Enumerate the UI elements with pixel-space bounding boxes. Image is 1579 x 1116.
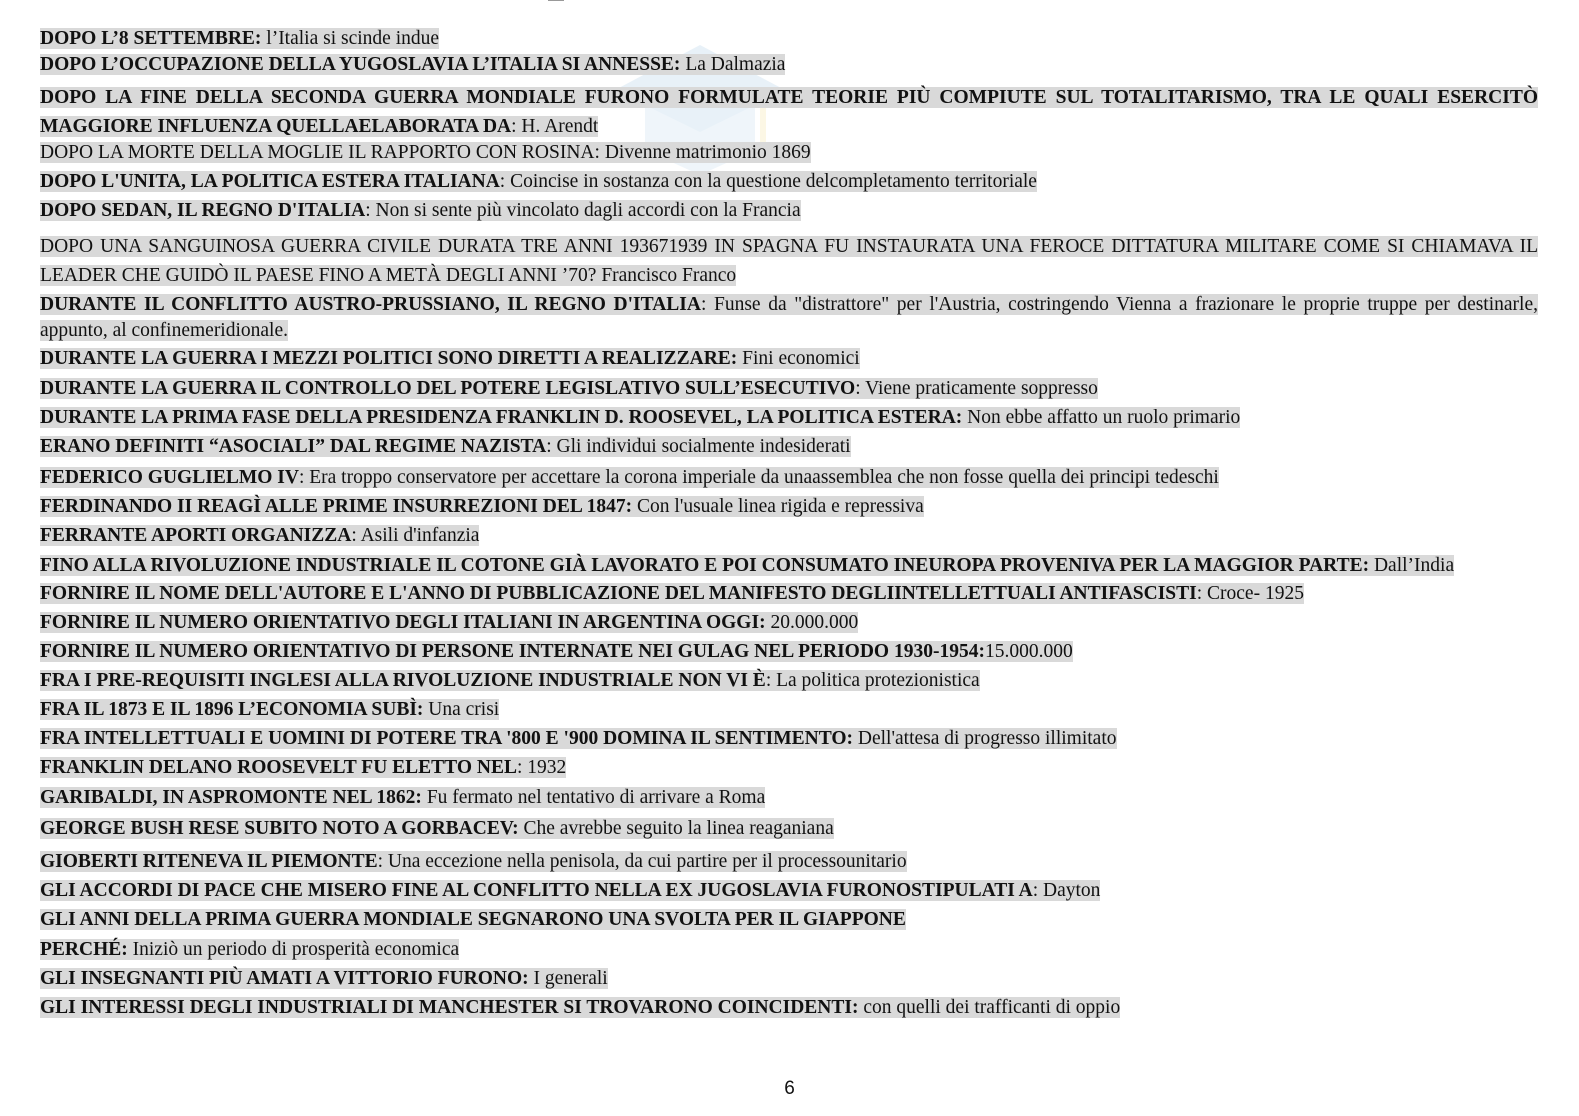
page-number: 6 [784, 1078, 795, 1099]
qa-list [40, 28, 1538, 1019]
entry-29: PERCHÉ: Iniziò un periodo di prosperità economica [40, 939, 460, 960]
entry-14: FERDINANDO II REAGÌ ALLE PRIME INSURREZIONI DEL 1847: Con l'usuale linea rigida e repressiva [40, 496, 924, 517]
entry-22: FRA INTELLETTUALI E UOMINI DI POTERE TRA '800 E '900 DOMINA IL SENTIMENTO: Dell'attesa di progresso illimitato [40, 728, 1117, 749]
entry-9: DURANTE LA GUERRA I MEZZI POLITICI SONO DIRETTI A REALIZZARE: Fini economici [40, 348, 860, 369]
entry-10: DURANTE LA GUERRA IL CONTROLLO DEL POTERE LEGISLATIVO SULL’ESECUTIVO: Viene praticamente soppresso [40, 378, 1098, 399]
entry-23: FRANKLIN DELANO ROOSEVELT FU ELETTO NEL: 1932 [40, 757, 567, 778]
entry-7: DOPO UNA SANGUINOSA GUERRA CIVILE DURATA TRE ANNI 193671939 IN SPAGNA FU INSTAURATA UNA FEROCE DITTATURA MILITARE COME SI CHIAMAVA IL LEADER CHE GUIDÒ IL PAESE FINO A METÀ DEGLI ANNI ’70? Francisco Franco [40, 236, 1538, 286]
entry-13: FEDERICO GUGLIELMO IV: Era troppo conservatore per accettare la corona imperiale da unaassemblea che non fosse quella dei principi tedeschi [40, 467, 1219, 488]
entry-11: DURANTE LA PRIMA FASE DELLA PRESIDENZA FRANKLIN D. ROOSEVEL, LA POLITICA ESTERA: Non ebbe affatto un ruolo primario [40, 407, 1241, 428]
entry-15: FERRANTE APORTI ORGANIZZA: Asili d'infanzia [40, 525, 480, 546]
entry-8: DURANTE IL CONFLITTO AUSTRO-PRUSSIANO, IL REGNO D'ITALIA: Funse da "distrattore" per l'Austria, costringendo Vienna a frazionare le proprie truppe per destinarle, appunto, al confinemeridionale. [40, 294, 1538, 341]
entry-27: GLI ACCORDI DI PACE CHE MISERO FINE AL CONFLITTO NELLA EX JUGOSLAVIA FURONOSTIPULATI A: Dayton [40, 880, 1101, 901]
entry-31: GLI INTERESSI DEGLI INDUSTRIALI DI MANCHESTER SI TROVARONO COINCIDENTI: con quelli dei trafficanti di oppio [40, 997, 1121, 1018]
entry-5: DOPO L'UNITA, LA POLITICA ESTERA ITALIANA: Coincise in sostanza con la questione delcompletamento territoriale [40, 171, 1037, 192]
entry-28: GLI ANNI DELLA PRIMA GUERRA MONDIALE SEGNARONO UNA SVOLTA PER IL GIAPPONE [40, 909, 906, 930]
entry-12: ERANO DEFINITI “ASOCIALI” DAL REGIME NAZISTA: Gli individui socialmente indesiderati [40, 436, 851, 457]
entry-2: DOPO L’OCCUPAZIONE DELLA YUGOSLAVIA L’ITALIA SI ANNESSE: La Dalmazia [40, 54, 786, 75]
entry-4: DOPO LA MORTE DELLA MOGLIE IL RAPPORTO CON ROSINA: Divenne matrimonio 1869 [40, 142, 811, 163]
entry-1: DOPO L’8 SETTEMBRE: l’Italia si scinde indue [40, 28, 440, 49]
entry-17: FORNIRE IL NOME DELL'AUTORE E L'ANNO DI PUBBLICAZIONE DEL MANIFESTO DEGLIINTELLETTUALI ANTIFASCISTI: Croce- 1925 [40, 583, 1304, 604]
entry-18: FORNIRE IL NUMERO ORIENTATIVO DEGLI ITALIANI IN ARGENTINA OGGI: 20.000.000 [40, 612, 859, 633]
entry-26: GIOBERTI RITENEVA IL PIEMONTE: Una eccezione nella penisola, da cui partire per il processounitario [40, 851, 907, 872]
entry-25: GEORGE BUSH RESE SUBITO NOTO A GORBACEV: Che avrebbe seguito la linea reaganiana [40, 818, 834, 839]
entry-24: GARIBALDI, IN ASPROMONTE NEL 1862: Fu fermato nel tentativo di arrivare a Roma [40, 787, 766, 808]
entry-30: GLI INSEGNANTI PIÙ AMATI A VITTORIO FURONO: I generali [40, 968, 608, 989]
entry-21: FRA IL 1873 E IL 1896 L’ECONOMIA SUBÌ: Una crisi [40, 699, 500, 720]
entry-19: FORNIRE IL NUMERO ORIENTATIVO DI PERSONE INTERNATE NEI GULAG NEL PERIODO 1930-1954:15.000.000 [40, 641, 1073, 662]
entry-6: DOPO SEDAN, IL REGNO D'ITALIA: Non si sente più vincolato dagli accordi con la Francia [40, 200, 801, 221]
entry-16: FINO ALLA RIVOLUZIONE INDUSTRIALE IL COTONE GIÀ LAVORATO E POI CONSUMATO INEUROPA PROVENIVA PER LA MAGGIOR PARTE: Dall’India [40, 555, 1455, 576]
top-mark [548, 0, 564, 1]
entry-3: DOPO LA FINE DELLA SECONDA GUERRA MONDIALE FURONO FORMULATE TEORIE PIÙ COMPIUTE SUL TOTALITARISMO, TRA LE QUALI ESERCITÒ MAGGIORE INFLUENZA QUELLAELABORATA DA: H. Arendt [40, 87, 1538, 137]
entry-20: FRA I PRE-REQUISITI INGLESI ALLA RIVOLUZIONE INDUSTRIALE NON VI È: La politica protezionistica [40, 670, 980, 691]
